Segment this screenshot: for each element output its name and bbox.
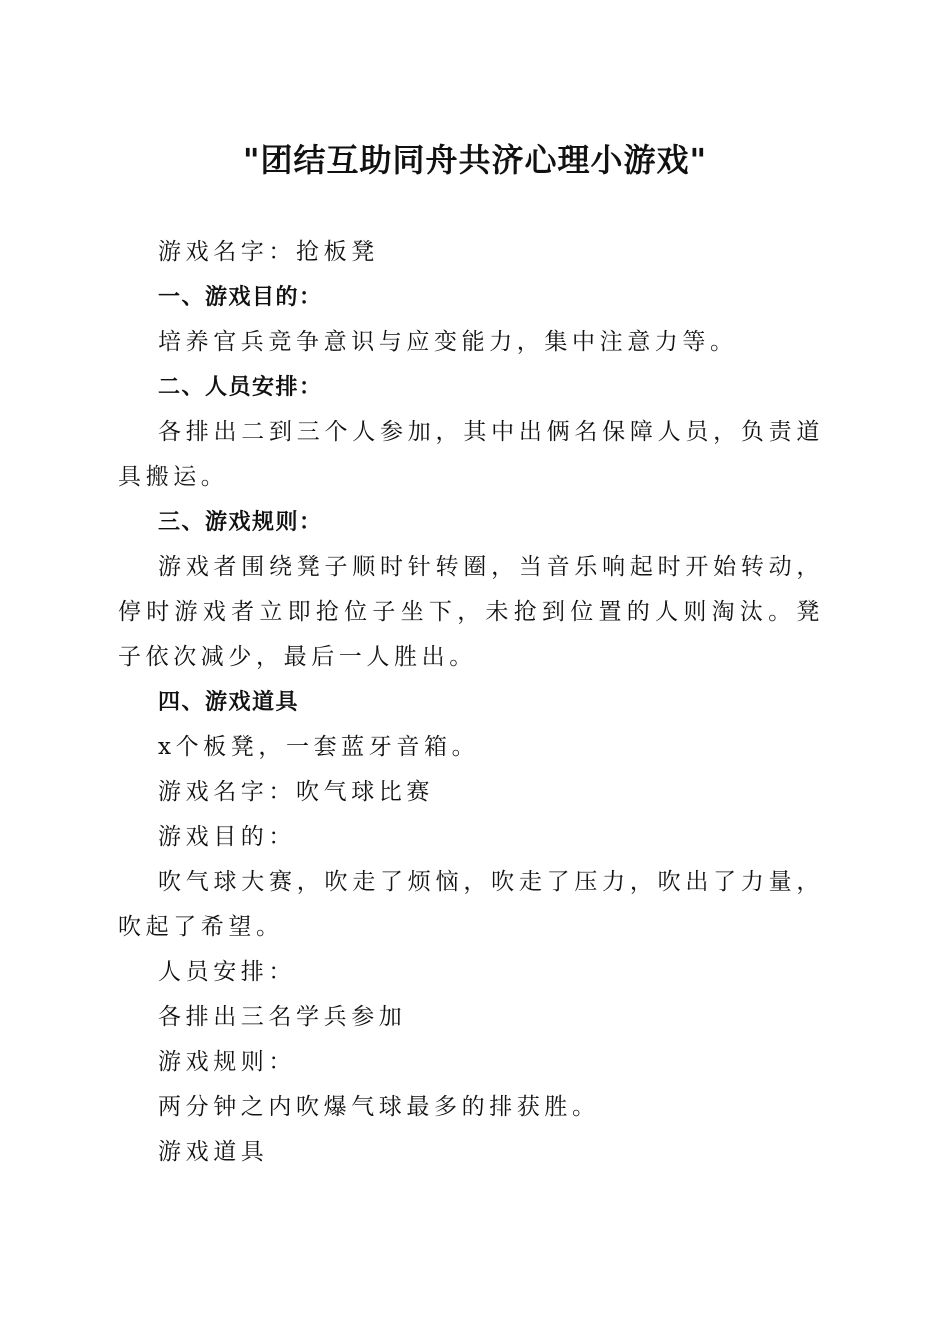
document-title: "团结互助同舟共济心理小游戏" (242, 141, 708, 179)
paragraph-rules-text: 游戏者围绕凳子顺时针转圈，当音乐响起时开始转动，停时游戏者立即抢位子坐下，未抢到位置的人则淘汰。凳子依次减少，最后一人胜出。 (118, 554, 824, 670)
paragraph-game-name-2: 游戏名字：吹气球比赛 (158, 779, 434, 805)
paragraph-rules-text-2: 两分钟之内吹爆气球最多的排获胜。 (158, 1094, 600, 1120)
paragraph-purpose-text: 培养官兵竞争意识与应变能力，集中注意力等。 (158, 329, 738, 355)
heading-game-rules: 三、游戏规则： (158, 510, 323, 535)
paragraph-props-label-2: 游戏道具 (158, 1139, 269, 1165)
heading-game-purpose: 一、游戏目的： (158, 285, 323, 310)
heading-game-props: 四、游戏道具 (158, 690, 300, 715)
paragraph-staffing-text: 各排出二到三个人参加，其中出俩名保障人员，负责道具搬运。 (118, 419, 824, 490)
paragraph-game-name-1: 游戏名字：抢板凳 (158, 239, 379, 265)
paragraph-props-text: x个板凳，一套蓝牙音箱。 (158, 734, 480, 760)
paragraph-staffing-label-2: 人员安排： (158, 959, 296, 985)
document-body (118, 230, 824, 1175)
heading-staffing: 二、人员安排： (158, 375, 323, 400)
paragraph-staffing-text-2: 各排出三名学兵参加 (158, 1004, 407, 1030)
paragraph-rules-label-2: 游戏规则： (158, 1049, 296, 1075)
paragraph-purpose-label-2: 游戏目的： (158, 824, 296, 850)
paragraph-purpose-text-2: 吹气球大赛，吹走了烦恼，吹走了压力，吹出了力量，吹起了希望。 (118, 869, 824, 940)
